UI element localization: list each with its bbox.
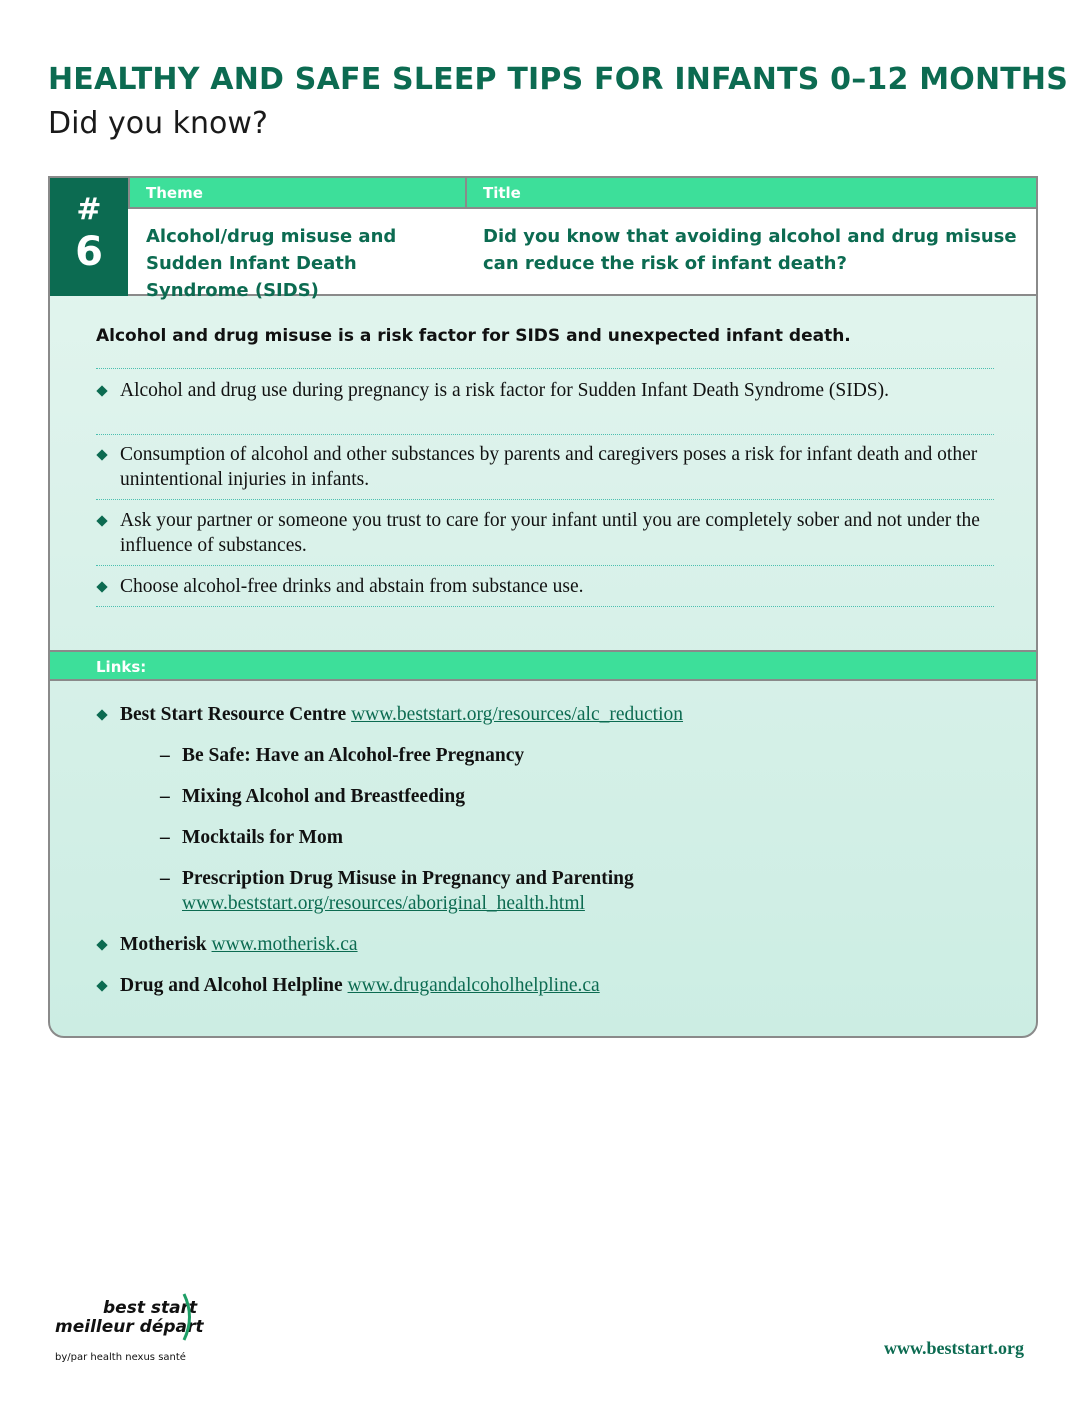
logo-bracket-icon — [181, 1292, 197, 1342]
list-item-text: Consumption of alcohol and other substances by parents and caregivers poses a risk for infant death and other unintentional injuries in infants. — [120, 444, 978, 490]
sub-list-item-text: Prescription Drug Misuse in Pregnancy and Parenting — [182, 868, 634, 889]
page-subtitle: Did you know? — [48, 106, 268, 141]
diamond-bullet-icon — [96, 980, 107, 991]
theme-text: Alcohol/drug misuse and Sudden Infant Death Syndrome (SIDS) — [146, 226, 397, 301]
sub-list-item — [160, 784, 465, 809]
sub-list-item-text: Mixing Alcohol and Breastfeeding — [182, 786, 465, 807]
link-item-best-start — [96, 702, 683, 727]
logo-text-french: meilleur départ — [55, 1317, 204, 1337]
theme-row — [128, 209, 1036, 301]
footer-website-link[interactable]: www.beststart.org — [884, 1338, 1024, 1358]
list-item-text: Choose alcohol-free drinks and abstain from substance use. — [120, 576, 584, 597]
sub-list-item-text: Mocktails for Mom — [182, 827, 344, 848]
lead-statement: Alcohol and drug misuse is a risk factor for SIDS and unexpected infant death. — [96, 326, 851, 346]
theme-header-bar — [128, 178, 1036, 209]
link-org-name: Motherisk — [120, 934, 207, 955]
aboriginal-health-link[interactable]: www.beststart.org/resources/aboriginal_health.html — [182, 893, 585, 914]
links-header-bar — [50, 650, 1036, 681]
sub-list-item — [160, 743, 524, 768]
title-text: Did you know that avoiding alcohol and drug misuse can reduce the risk of infant death? — [483, 226, 1017, 274]
dotted-divider — [96, 565, 994, 566]
diamond-bullet-icon — [96, 385, 107, 396]
dash-bullet: – — [160, 786, 170, 807]
list-item — [96, 442, 996, 492]
logo-text-english: best start — [103, 1298, 198, 1318]
diamond-bullet-icon — [96, 515, 107, 526]
tip-card — [48, 176, 1038, 1038]
dotted-divider — [96, 499, 994, 500]
link-org-name: Drug and Alcohol Helpline — [120, 975, 343, 996]
dash-bullet: – — [160, 827, 170, 848]
diamond-bullet-icon — [96, 581, 107, 592]
list-item-text: Alcohol and drug use during pregnancy is a risk factor for Sudden Infant Death Syndrome (SIDS). — [120, 380, 889, 401]
list-item-text: Ask your partner or someone you trust to care for your infant until you are completely sober and not under the influence of substances. — [120, 510, 980, 556]
helpline-link[interactable]: www.drugandalcoholhelpline.ca — [347, 975, 600, 996]
list-item — [96, 378, 996, 403]
sub-list-item — [160, 866, 634, 916]
tip-number-box — [50, 178, 128, 296]
diamond-bullet-icon — [96, 449, 107, 460]
best-start-logo — [55, 1298, 225, 1370]
link-item-helpline — [96, 973, 600, 998]
hash-symbol: # — [76, 192, 102, 227]
diamond-bullet-icon — [96, 939, 107, 950]
title-label: Title — [483, 184, 521, 202]
link-org-name: Best Start Resource Centre — [120, 704, 347, 725]
page-title: HEALTHY AND SAFE SLEEP TIPS FOR INFANTS 0–12 MONTHS — [48, 62, 1069, 97]
dotted-divider — [96, 434, 994, 435]
logo-byline: by/par health nexus santé — [55, 1352, 186, 1363]
dotted-divider — [96, 368, 994, 369]
motherisk-link[interactable]: www.motherisk.ca — [211, 934, 358, 955]
sub-list-item-text: Be Safe: Have an Alcohol-free Pregnancy — [182, 745, 525, 766]
list-item — [96, 574, 996, 599]
dotted-divider — [96, 606, 994, 607]
best-start-link[interactable]: www.beststart.org/resources/alc_reduction — [351, 704, 684, 725]
list-item — [96, 508, 996, 558]
sub-list-item — [160, 825, 343, 850]
theme-label: Theme — [146, 184, 203, 202]
links-label: Links: — [96, 658, 147, 676]
tip-number: 6 — [75, 229, 103, 275]
diamond-bullet-icon — [96, 709, 107, 720]
dash-bullet: – — [160, 868, 170, 889]
link-item-motherisk — [96, 932, 358, 957]
dash-bullet: – — [160, 745, 170, 766]
